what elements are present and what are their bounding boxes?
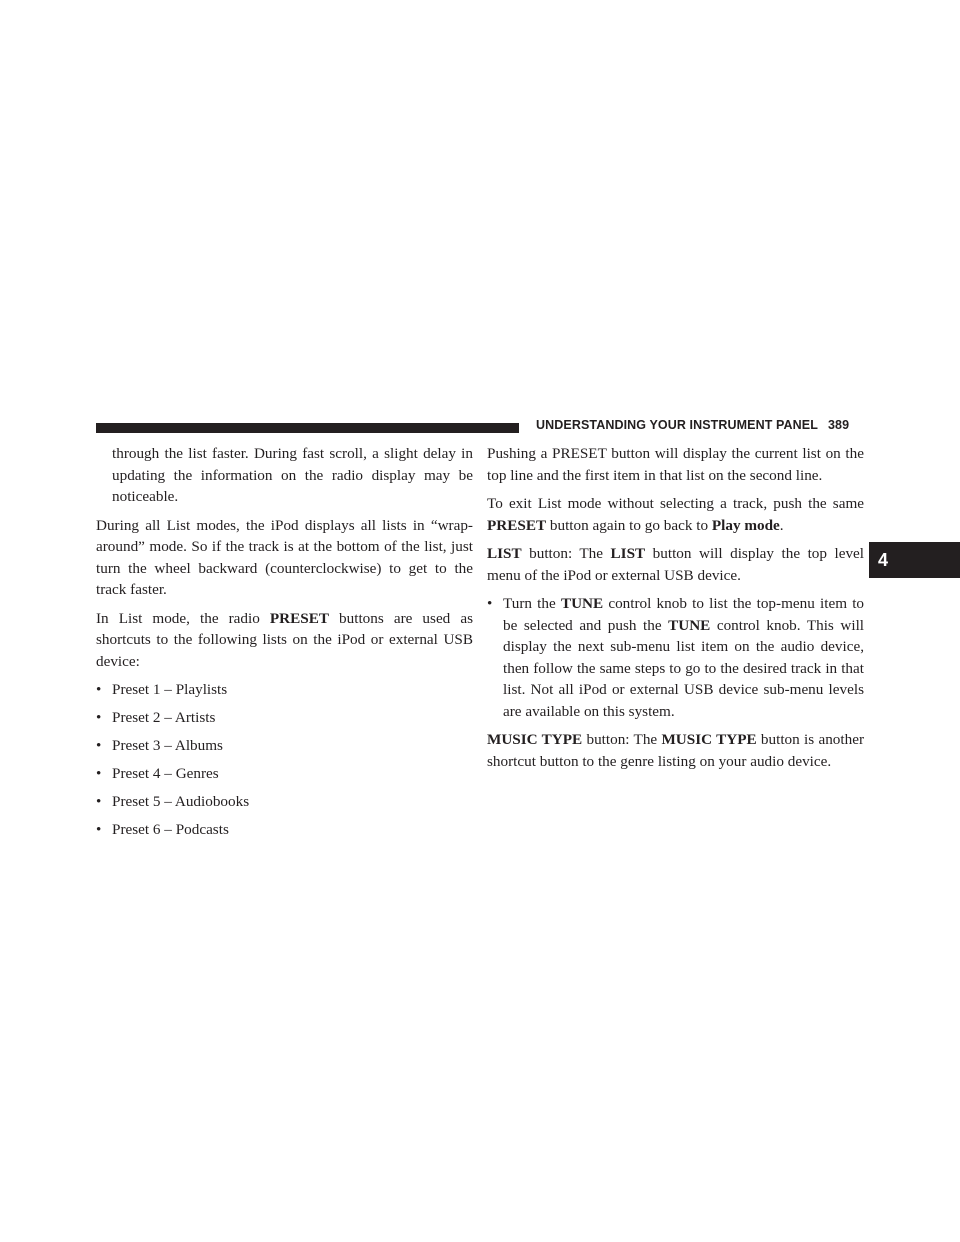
- text-run: control knob. This will display the next sub-menu list item on the audio device, then follow the same steps to go to the desired track in that list. Not all iPod or external USB device sub-menu levels are available on this system.: [503, 616, 865, 720]
- bullet-icon: •: [96, 737, 102, 754]
- bullet-icon: •: [96, 709, 102, 726]
- bold-term: MUSIC TYPE: [661, 731, 757, 748]
- text-run: button again to go back to: [546, 516, 712, 534]
- list-item-text: Preset 6 – Podcasts: [112, 821, 229, 838]
- list-item-text: Preset 2 – Artists: [112, 709, 216, 726]
- running-header: [536, 418, 849, 432]
- text-run: control knob to list the top-menu item to be selected and push the: [503, 595, 865, 634]
- list-item: [487, 593, 864, 722]
- header-title: UNDERSTANDING YOUR INSTRUMENT PANEL: [536, 418, 818, 432]
- bullet-icon: •: [487, 595, 493, 612]
- bold-term: MUSIC TYPE: [487, 731, 583, 748]
- list-button-paragraph: [487, 543, 864, 586]
- list-item: [96, 763, 473, 785]
- list-item: [96, 679, 473, 701]
- list-item: [96, 707, 473, 729]
- right-column: [487, 443, 864, 779]
- left-column: [96, 443, 473, 847]
- bold-term: Play mode: [711, 516, 780, 534]
- text-run: .: [779, 516, 784, 534]
- preset-list: [96, 679, 473, 841]
- bold-term: PRESET: [487, 516, 547, 534]
- text-run: button is another shortcut button to the genre listing on your audio device.: [487, 731, 865, 770]
- list-item-text: Preset 1 – Playlists: [112, 681, 228, 698]
- text-run: button: The: [521, 545, 611, 562]
- tune-list: [487, 593, 864, 722]
- text-run: In List mode, the radio: [96, 609, 270, 627]
- bullet-icon: •: [96, 821, 102, 838]
- list-item: [96, 819, 473, 841]
- list-item-text: Preset 5 – Audiobooks: [112, 793, 250, 810]
- music-type-paragraph: [487, 729, 864, 772]
- list-item-text: Preset 4 – Genres: [112, 765, 219, 782]
- preset-intro-paragraph: [96, 608, 473, 673]
- bullet-icon: •: [96, 681, 102, 698]
- text-run: button: The: [582, 731, 662, 748]
- text-run: button will display the top level menu of the iPod or external USB device.: [487, 545, 864, 584]
- exit-list-paragraph: [487, 493, 864, 536]
- wrap-around-paragraph: During all List modes, the iPod displays all lists in “wrap-around” mode. So if the track is at the bottom of the list, just turn the wheel backward (counterclockwise) to get to the track faster.: [96, 516, 473, 598]
- text-run: buttons are used as shortcuts to the following lists on the iPod or external USB device:: [96, 609, 473, 670]
- list-item-text: Preset 3 – Albums: [112, 737, 223, 754]
- text-run: Turn the: [503, 595, 561, 612]
- bullet-icon: •: [96, 793, 102, 810]
- pushing-preset-paragraph: Pushing a PRESET button will display the current list on the top line and the first item in that list on the second line.: [487, 445, 864, 484]
- bold-term: TUNE: [560, 595, 604, 612]
- list-item: [96, 735, 473, 757]
- list-item: [96, 791, 473, 813]
- bold-term: LIST: [487, 545, 522, 562]
- bold-term: LIST: [610, 545, 646, 562]
- bold-term: PRESET: [269, 609, 329, 627]
- page-number: 389: [827, 418, 850, 432]
- header-rule: [96, 423, 519, 433]
- bold-term: TUNE: [668, 616, 711, 634]
- text-run: To exit List mode without selecting a track, push the same: [487, 495, 864, 512]
- bullet-icon: •: [96, 765, 102, 782]
- chapter-tab: 4: [869, 542, 960, 578]
- continuation-paragraph: through the list faster. During fast scroll, a slight delay in updating the information on the radio display may be noticeable.: [112, 445, 473, 505]
